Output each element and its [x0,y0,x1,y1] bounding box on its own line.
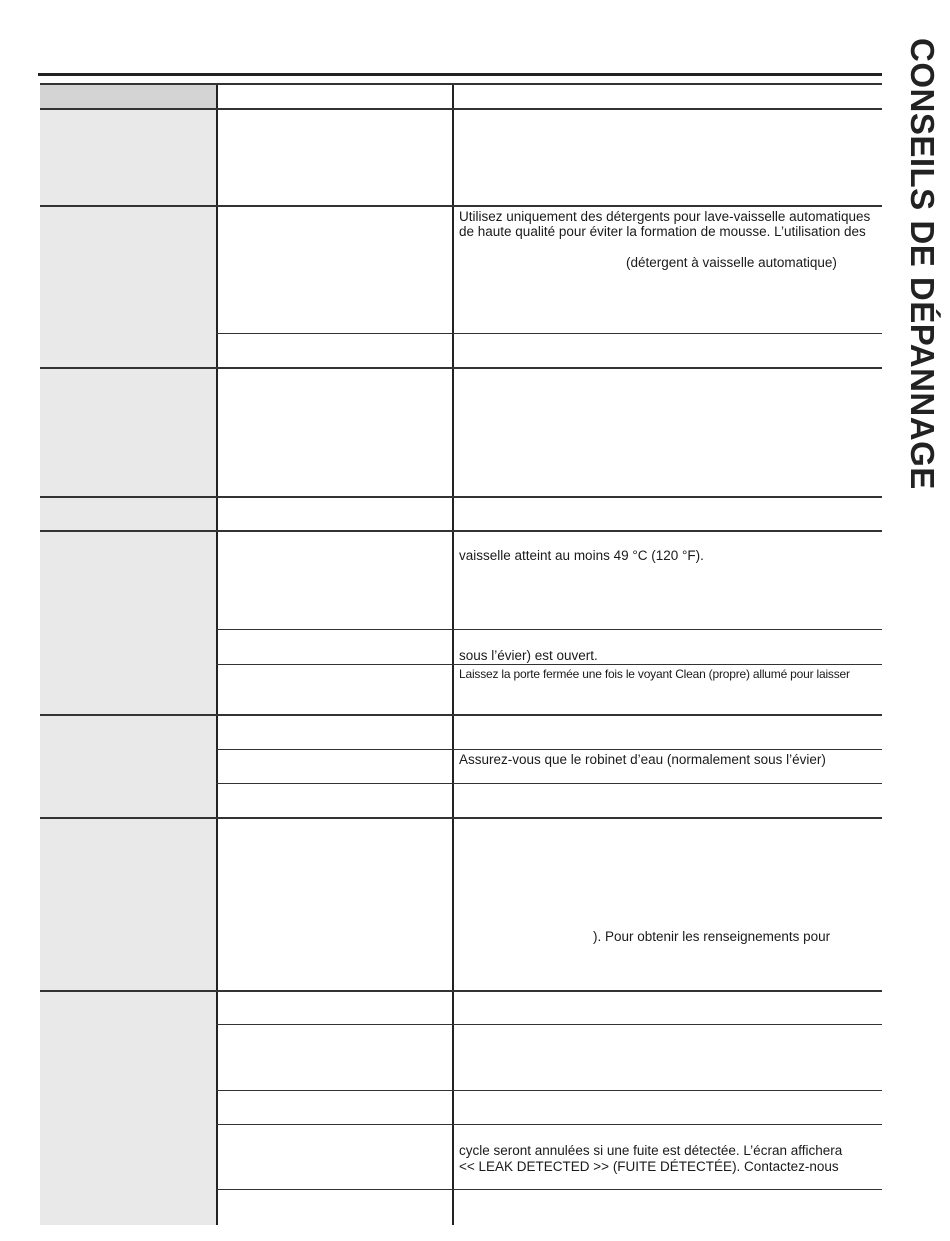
solution-text: Laissez la porte fermée une fois le voyant Clean (propre) allumé pour laisser [459,667,850,681]
solution-text: vaisselle atteint au moins 49 °C (120 °F). [459,548,704,563]
sub-row-separator [216,783,882,784]
column-divider-left [216,85,218,1225]
sub-row-separator [216,664,882,665]
row-separator [40,990,882,992]
sub-row-separator [216,1090,882,1091]
sub-row-separator [216,333,882,334]
sub-row-separator [216,1189,882,1190]
top-rule [38,73,882,76]
solution-text: << LEAK DETECTED >> (FUITE DÉTECTÉE). Contactez-nous [459,1159,839,1174]
solution-text: Assurez-vous que le robinet d’eau (normalement sous l’évier) [459,752,826,767]
solution-text: Utilisez uniquement des détergents pour lave-vaisselle automatiques [459,209,871,224]
sub-row-separator [216,1024,882,1025]
solution-text: sous l’évier) est ouvert. [459,648,598,663]
header-bottom-border [40,108,882,110]
row-separator [40,205,882,207]
page-side-title: CONSEILS DE DÉPANNAGE [904,38,941,490]
row-separator [40,367,882,369]
row-separator [40,817,882,819]
row-separator [40,496,882,498]
column-divider-right [452,85,454,1225]
solution-text: de haute qualité pour éviter la formation de mousse. L’utilisation des [459,224,866,239]
sub-row-separator [216,629,882,630]
problem-column-background [40,85,216,1225]
header-problem-cell [40,85,216,109]
sub-row-separator [216,749,882,750]
row-separator [40,714,882,716]
row-separator [40,530,882,532]
header-top-border [40,83,882,85]
solution-text: (détergent à vaisselle automatique) [626,255,837,270]
solution-text: cycle seront annulées si une fuite est détectée. L’écran affichera [459,1143,843,1158]
solution-text: ). Pour obtenir les renseignements pour [593,929,831,944]
sub-row-separator [216,1124,882,1125]
